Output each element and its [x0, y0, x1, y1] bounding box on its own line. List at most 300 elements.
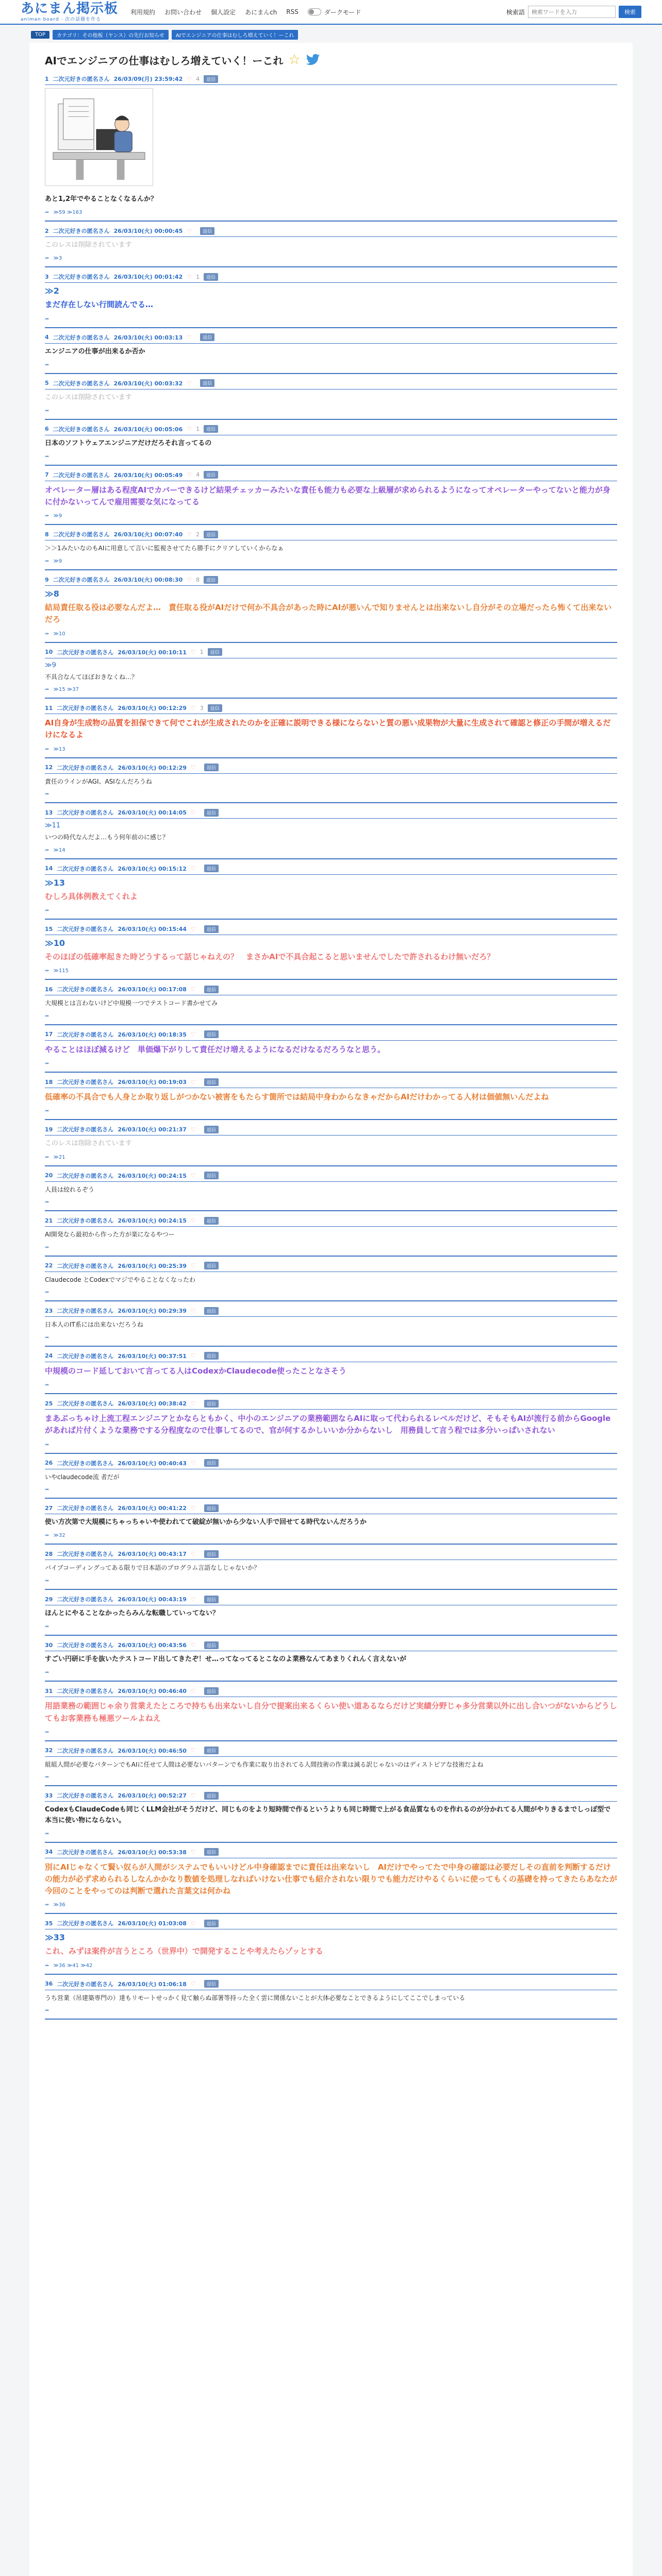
post	[45, 764, 617, 804]
post-date: 26/03/10(火) 00:03:13	[113, 334, 183, 341]
heart-icon[interactable]: ♡	[190, 1126, 196, 1133]
post-date: 26/03/10(火) 00:38:42	[118, 1400, 187, 1408]
reply-anchor[interactable]: ≫10	[45, 938, 65, 948]
post-header	[45, 425, 617, 435]
reply-button[interactable]: 返信	[204, 1920, 219, 1927]
poster-name: 二次元好きの匿名さん	[57, 1079, 114, 1086]
post-date: 26/03/10(火) 00:10:11	[118, 649, 187, 656]
post-body: オペレーター層はある程度AIでカバーできるけど結果チェッカーみたいな責任も能力も必要な上級層が求められるようになってオペレーターやってないと能力が身に付かないってんで雇用需要な気になってる	[45, 485, 610, 507]
poster-name: 二次元好きの匿名さん	[57, 926, 114, 933]
post-number[interactable]: 31	[45, 1687, 53, 1694]
reply-anchor[interactable]: ≫33	[45, 1933, 65, 1943]
post-date: 26/03/10(火) 00:08:30	[113, 577, 183, 584]
post-body: まだ存在しない行間読んでる…	[45, 300, 154, 310]
like-count: 2	[196, 531, 200, 538]
post-body: 日本のソフトウェアエンジニアだけだろそれ言ってるの	[45, 439, 212, 447]
poster-name: 二次元好きの匿名さん	[57, 865, 114, 872]
poster-name: 二次元好きの匿名さん	[57, 764, 114, 771]
post-body: ほんとにやることなかったらみんな転職していってない？	[45, 1609, 220, 1618]
post-body: エンジニアの仕事が出来るか否か	[45, 347, 145, 355]
post-number[interactable]: 34	[45, 1849, 53, 1856]
heart-icon[interactable]: ♡	[190, 1504, 196, 1512]
heart-icon[interactable]: ♡	[190, 1792, 196, 1799]
post-header	[45, 1919, 617, 1929]
heart-icon[interactable]: ♡	[190, 1460, 196, 1467]
post-footer	[45, 1576, 617, 1590]
nav-settings[interactable]: 個人設定	[211, 8, 236, 16]
heart-icon[interactable]: ♡	[190, 1747, 196, 1754]
post-number[interactable]: 30	[45, 1641, 53, 1649]
post-body: そのほぼの低確率起きた時どうするって話じゃねえの？ まさかAIで不具合起こると思いませんでしたで許されるわけ無いだろ？	[45, 952, 495, 962]
reply-button[interactable]: 返信	[204, 1262, 219, 1269]
heart-icon[interactable]: ♡	[190, 809, 196, 816]
reply-links[interactable]: ≫115	[53, 968, 69, 974]
post-number[interactable]: 15	[45, 925, 53, 933]
post-footer	[45, 1485, 617, 1499]
post-footer	[45, 1243, 617, 1257]
post-date: 26/03/10(火) 00:37:51	[118, 1352, 187, 1360]
post-number[interactable]: 12	[45, 764, 53, 771]
poster-name: 二次元好きの匿名さん	[57, 1747, 114, 1754]
reply-button[interactable]: 返信	[204, 1030, 219, 1038]
poster-name: 二次元好きの匿名さん	[57, 1792, 114, 1800]
reply-links[interactable]: ≫36 ≫41 ≫42	[53, 1962, 93, 1969]
post-header	[45, 379, 617, 389]
share-icon[interactable]: ➦	[45, 1334, 49, 1341]
post-footer	[45, 845, 617, 859]
post	[45, 1125, 617, 1166]
share-icon[interactable]: ➦	[45, 1290, 49, 1296]
heart-icon[interactable]: ♡	[187, 334, 192, 341]
post-date: 26/03/10(火) 00:40:43	[118, 1460, 187, 1467]
reply-button[interactable]: 返信	[204, 1307, 219, 1315]
post-footer	[45, 1668, 617, 1682]
post	[45, 1641, 617, 1682]
reply-button[interactable]: 返信	[204, 1217, 219, 1225]
post-date: 26/03/10(火) 00:05:49	[113, 471, 183, 479]
breadcrumb-thread[interactable]: AIでエンジニアの仕事はむしろ増えていく！ーこれ	[172, 30, 299, 40]
heart-icon[interactable]: ♡	[190, 1687, 196, 1694]
post-number[interactable]: 32	[45, 1747, 53, 1754]
post-number[interactable]: 4	[45, 334, 49, 341]
share-icon[interactable]: ➦	[45, 210, 49, 216]
post-footer	[45, 1287, 617, 1301]
post-body: AI開発なら最初から作った方が楽になるやつー	[45, 1231, 175, 1239]
heart-icon[interactable]: ♡	[190, 925, 196, 933]
post-list	[45, 75, 617, 2020]
reply-button[interactable]: 返信	[200, 379, 214, 387]
heart-icon[interactable]: ♡	[190, 1550, 196, 1557]
reply-anchor[interactable]: ≫9	[45, 661, 56, 669]
post-number[interactable]: 27	[45, 1504, 53, 1512]
title-row	[45, 52, 617, 67]
heart-icon[interactable]: ♡	[190, 986, 196, 993]
post-number[interactable]: 14	[45, 865, 53, 872]
reply-button[interactable]: 返信	[204, 273, 218, 281]
share-icon[interactable]: ➦	[45, 791, 49, 798]
post-footer	[45, 511, 617, 525]
reply-button[interactable]: 返信	[200, 333, 214, 341]
reply-button[interactable]: 返信	[204, 1400, 219, 1408]
reply-button[interactable]: 返信	[204, 1848, 219, 1856]
reply-links[interactable]: ≫10	[53, 631, 65, 637]
post	[45, 865, 617, 920]
post-footer	[45, 1622, 617, 1636]
post-body: このレスは削除されています	[45, 393, 132, 401]
share-icon[interactable]: ➦	[45, 847, 49, 853]
post-body: ＞＞1みたいなのもAIに用意して言いに監視させてたら勝手にクリアしていくからなぁ	[45, 545, 284, 552]
post-header	[45, 1791, 617, 1802]
post-date: 26/03/10(火) 00:17:08	[118, 986, 187, 993]
poster-name: 二次元好きの匿名さん	[57, 1308, 114, 1315]
post-number[interactable]: 35	[45, 1920, 53, 1927]
post-header	[45, 1980, 617, 1990]
reply-links[interactable]: ≫9	[53, 558, 62, 565]
post-number[interactable]: 7	[45, 471, 49, 479]
post-body: 不具合なんてほぼおきなくね…？	[45, 673, 138, 681]
heart-icon[interactable]: ♡	[190, 704, 196, 711]
post-footer	[45, 906, 617, 920]
heart-icon[interactable]: ♡	[190, 1849, 196, 1856]
post	[45, 575, 617, 643]
heart-icon[interactable]: ♡	[190, 1352, 196, 1360]
reply-links[interactable]: ≫15 ≫37	[53, 687, 79, 693]
poster-name: 二次元好きの匿名さん	[53, 334, 110, 341]
post-number[interactable]: 21	[45, 1217, 53, 1224]
nav-rss[interactable]: RSS	[286, 8, 299, 15]
share-icon[interactable]: ➦	[45, 513, 49, 519]
post-number[interactable]: 23	[45, 1307, 53, 1314]
post-body: Claudecode とCodexでマジでやることなくなったわ	[45, 1276, 196, 1283]
heart-icon[interactable]: ♡	[190, 1172, 196, 1179]
reply-links[interactable]: ≫13	[53, 746, 65, 752]
poster-name: 二次元好きの匿名さん	[57, 809, 114, 817]
reply-button[interactable]: 返信	[204, 925, 219, 933]
post-number[interactable]: 25	[45, 1400, 53, 1407]
post-number[interactable]: 36	[45, 1980, 53, 1988]
post	[45, 425, 617, 466]
share-icon[interactable]: ➦	[45, 1487, 49, 1493]
post-number[interactable]: 6	[45, 426, 49, 433]
share-icon[interactable]: ➦	[45, 1533, 49, 1539]
like-count: 3	[200, 704, 204, 711]
poster-name: 二次元好きの匿名さん	[57, 649, 114, 656]
post-header	[45, 227, 617, 237]
post-number[interactable]: 33	[45, 1792, 53, 1799]
post-body: いやclaudecode流 者だが	[45, 1473, 120, 1481]
heart-icon[interactable]: ♡	[187, 471, 192, 479]
share-icon[interactable]: ➦	[45, 1831, 49, 1837]
share-icon[interactable]: ➦	[45, 316, 49, 322]
post-number[interactable]: 8	[45, 531, 49, 538]
toggle-switch[interactable]	[308, 8, 321, 15]
reply-button[interactable]: 返信	[204, 1641, 219, 1649]
reply-button[interactable]: 返信	[204, 764, 219, 771]
post-date: 26/03/10(火) 01:06:18	[118, 1980, 187, 1988]
share-icon[interactable]: ➦	[45, 1154, 49, 1160]
heart-icon[interactable]: ♡	[187, 273, 192, 280]
reply-button[interactable]: 返信	[204, 1078, 219, 1086]
heart-icon[interactable]: ♡	[187, 426, 192, 433]
reply-links[interactable]: ≫9	[53, 513, 62, 519]
post-number[interactable]: 16	[45, 986, 53, 993]
poster-name: 二次元好きの匿名さん	[53, 228, 110, 235]
post-footer	[45, 1531, 617, 1545]
search-input[interactable]	[528, 6, 616, 18]
post-date: 26/03/10(火) 01:03:08	[118, 1920, 187, 1927]
post-date: 26/03/10(火) 00:12:29	[118, 764, 187, 771]
heart-icon[interactable]: ♡	[187, 75, 192, 82]
reply-button[interactable]: 返信	[204, 1792, 219, 1800]
post	[45, 1504, 617, 1545]
post-number[interactable]: 28	[45, 1550, 53, 1557]
post-footer	[45, 556, 617, 570]
post-date: 26/03/10(火) 00:41:22	[118, 1505, 187, 1512]
post-body: このレスは削除されています	[45, 1140, 132, 1148]
share-icon[interactable]: ➦	[45, 362, 49, 368]
reply-button[interactable]: 返信	[204, 471, 218, 479]
poster-name: 二次元好きの匿名さん	[57, 1980, 114, 1988]
post-footer	[45, 1059, 617, 1073]
logo-text: あにまん掲示板	[21, 1, 119, 16]
post-number[interactable]: 20	[45, 1172, 53, 1179]
reply-button[interactable]: 返信	[208, 704, 222, 712]
post-footer	[45, 1106, 617, 1120]
like-count: 1	[196, 273, 200, 280]
reply-links[interactable]: ≫36	[53, 1902, 65, 1908]
post-date: 26/03/10(火) 00:21:37	[118, 1126, 187, 1133]
poster-name: 二次元好きの匿名さん	[57, 705, 114, 712]
share-icon[interactable]: ➦	[45, 1013, 49, 1019]
heart-icon[interactable]: ♡	[187, 380, 192, 387]
post-number[interactable]: 9	[45, 576, 49, 583]
twitter-bird-icon[interactable]	[306, 54, 320, 66]
breadcrumb-category[interactable]: カテゴリ：その他板（ヤンス）の先行お知らせ	[53, 30, 169, 40]
post-header	[45, 75, 617, 85]
poster-name: 二次元好きの匿名さん	[57, 1688, 114, 1695]
heart-icon[interactable]: ♡	[190, 865, 196, 872]
post-body: 人員は絞れるぞう	[45, 1185, 95, 1193]
share-icon[interactable]: ➦	[45, 968, 49, 974]
post-footer	[45, 1772, 617, 1786]
reply-links[interactable]: ≫59 ≫163	[53, 210, 82, 216]
share-icon[interactable]: ➦	[45, 1902, 49, 1908]
share-icon[interactable]: ➦	[45, 1774, 49, 1781]
post-date: 26/03/10(火) 00:18:35	[118, 1031, 187, 1038]
post-header	[45, 865, 617, 875]
post	[45, 333, 617, 374]
like-count: 8	[196, 576, 200, 583]
share-icon[interactable]: ➦	[45, 746, 49, 752]
post-number[interactable]: 11	[45, 704, 53, 711]
post-footer	[45, 253, 617, 267]
reply-button[interactable]: 返信	[204, 1550, 219, 1558]
heart-icon[interactable]: ♡	[190, 1262, 196, 1269]
reply-button[interactable]: 返信	[204, 531, 218, 538]
post-footer	[45, 1153, 617, 1166]
heart-icon[interactable]: ♡	[190, 764, 196, 771]
header-search	[506, 6, 641, 18]
heart-icon[interactable]: ♡	[190, 1641, 196, 1649]
reply-button[interactable]: 返信	[200, 227, 214, 235]
share-icon[interactable]: ➦	[45, 1244, 49, 1250]
post-body: このレスは削除されています	[45, 241, 132, 249]
site-logo[interactable]	[21, 2, 118, 22]
post	[45, 925, 617, 980]
post-number[interactable]: 18	[45, 1078, 53, 1086]
post-date: 26/03/10(火) 00:15:44	[118, 926, 187, 933]
main-nav	[130, 8, 361, 16]
post-number[interactable]: 26	[45, 1460, 53, 1467]
post-date: 26/03/10(火) 00:24:15	[118, 1217, 187, 1225]
post-body: AI自身が生成物の品質を担保できて何でこれが生成されたのかを正確に説明できる様にならないと質の悪い成果物が大量に生成されて確認と修正の手間が増えるだけになるよ	[45, 718, 611, 740]
reply-button[interactable]: 返信	[204, 1980, 219, 1988]
post-number[interactable]: 1	[45, 75, 49, 82]
poster-name: 二次元好きの匿名さん	[57, 1596, 114, 1603]
reply-links[interactable]: ≫32	[53, 1533, 65, 1539]
post-number[interactable]: 22	[45, 1262, 53, 1269]
share-icon[interactable]: ➦	[45, 256, 49, 262]
post-date: 26/03/10(火) 00:03:32	[113, 380, 183, 387]
share-icon[interactable]: ➦	[45, 687, 49, 693]
post-header	[45, 1595, 617, 1605]
thread-image[interactable]	[45, 88, 153, 186]
share-icon[interactable]: ➦	[45, 1108, 49, 1114]
share-icon[interactable]: ➦	[45, 908, 49, 914]
heart-icon[interactable]: ♡	[187, 227, 192, 234]
heart-icon[interactable]: ♡	[190, 1920, 196, 1927]
reply-anchor[interactable]: ≫2	[45, 286, 59, 296]
poster-name: 二次元好きの匿名さん	[53, 531, 110, 538]
post-number[interactable]: 10	[45, 649, 53, 656]
reply-links[interactable]: ≫14	[53, 847, 65, 853]
post-number[interactable]: 13	[45, 809, 53, 816]
heart-icon[interactable]: ♡	[187, 531, 192, 538]
reply-button[interactable]: 返信	[204, 1596, 219, 1603]
heart-icon[interactable]: ♡	[190, 1596, 196, 1603]
share-icon[interactable]: ➦	[45, 1382, 49, 1388]
reply-links[interactable]: ≫3	[53, 256, 62, 262]
heart-icon[interactable]: ♡	[190, 1307, 196, 1314]
share-icon[interactable]: ➦	[45, 1061, 49, 1067]
search-button[interactable]: 検索	[619, 6, 641, 18]
reply-anchor[interactable]: ≫13	[45, 877, 65, 888]
post-body: バイブコーディングってある限りで日本語のプログラム言語なしじゃないか？	[45, 1564, 260, 1572]
post-body: 中規模のコード延しておいて言ってる人はCodexかClaudecode使ったことなさそう	[45, 1366, 346, 1376]
dark-mode-toggle[interactable]	[308, 8, 361, 16]
like-count: 1	[200, 649, 204, 656]
share-icon[interactable]: ➦	[45, 408, 49, 414]
post-number[interactable]: 29	[45, 1596, 53, 1603]
breadcrumb-top[interactable]: TOP	[31, 31, 49, 39]
heart-icon[interactable]: ♡	[190, 1980, 196, 1988]
post-body: 日本人のIT系には出来ないだろうね	[45, 1321, 143, 1329]
heart-icon[interactable]: ♡	[187, 576, 192, 583]
post-footer	[45, 629, 617, 643]
post-number[interactable]: 5	[45, 380, 49, 387]
reply-button[interactable]: 返信	[204, 809, 219, 817]
thread-main	[29, 43, 633, 2576]
poster-name: 二次元好きの匿名さん	[53, 380, 110, 387]
reply-button[interactable]: 返信	[204, 1504, 219, 1512]
post-footer	[45, 360, 617, 374]
post-header	[45, 1078, 617, 1088]
post-number[interactable]: 3	[45, 273, 49, 280]
heart-icon[interactable]: ♡	[190, 649, 196, 656]
post	[45, 379, 617, 420]
post-number[interactable]: 19	[45, 1126, 53, 1133]
reply-anchor[interactable]: ≫11	[45, 822, 61, 830]
reply-button[interactable]: 返信	[208, 648, 222, 656]
post-date: 26/03/10(火) 00:43:17	[118, 1551, 187, 1558]
reply-button[interactable]: 返信	[204, 1687, 219, 1695]
post-date: 26/03/10(火) 00:43:56	[118, 1642, 187, 1649]
nav-contact[interactable]: お問い合わせ	[164, 8, 202, 16]
reply-button[interactable]: 返信	[204, 1126, 219, 1133]
post	[45, 1216, 617, 1257]
post-number[interactable]: 2	[45, 227, 49, 234]
heart-icon[interactable]: ♡	[190, 1078, 196, 1086]
post-footer	[45, 1440, 617, 1454]
reply-button[interactable]: 返信	[204, 1172, 219, 1179]
nav-terms[interactable]: 利用規約	[130, 8, 156, 16]
post	[45, 1030, 617, 1073]
share-icon[interactable]: ➦	[45, 1962, 49, 1969]
share-icon[interactable]: ➦	[45, 1670, 49, 1676]
post-number[interactable]: 24	[45, 1352, 53, 1360]
share-icon[interactable]: ➦	[45, 1442, 49, 1448]
share-icon[interactable]: ➦	[45, 453, 49, 460]
share-icon[interactable]: ➦	[45, 1624, 49, 1630]
reply-button[interactable]: 返信	[204, 865, 219, 872]
heart-icon[interactable]: ♡	[190, 1031, 196, 1038]
post-header	[45, 1747, 617, 1757]
reply-button[interactable]: 返信	[204, 75, 218, 83]
reply-anchor[interactable]: ≫8	[45, 589, 59, 599]
reply-button[interactable]: 返信	[204, 425, 218, 433]
share-icon[interactable]: ➦	[45, 631, 49, 637]
post	[45, 1307, 617, 1347]
search-label: 検索語	[506, 8, 525, 16]
post	[45, 1919, 617, 1974]
reply-button[interactable]: 返信	[204, 1352, 219, 1360]
post	[45, 1595, 617, 1636]
nav-animanch[interactable]: あにまんch	[245, 8, 277, 16]
share-icon[interactable]: ➦	[45, 558, 49, 565]
share-icon[interactable]: ➦	[45, 1729, 49, 1735]
favorite-star-icon[interactable]: ☆	[288, 52, 301, 67]
post-header	[45, 985, 617, 995]
share-icon[interactable]: ➦	[45, 2008, 49, 2014]
post-header	[45, 704, 617, 714]
post	[45, 648, 617, 699]
post-number[interactable]: 17	[45, 1031, 53, 1038]
reply-button[interactable]: 返信	[204, 1459, 219, 1467]
post	[45, 1078, 617, 1120]
poster-name: 二次元好きの匿名さん	[53, 426, 110, 433]
post-body: 別にAIじゃなくて賢い奴らが人間がシステムでもいいけどル中身確認までに責任は出来ないし AIだけでやってたで中身の確認は必要だしその直前を判断するだけの能力が必ず求められるしなんかかなり数値を処理しなればいけない仕事でも紹介されない限りでも能力だけやるくらいに使ってもくの基礎を持ってきたらあなたが今回のことをやってのは判断で選れた言葉文は何かね	[45, 1862, 618, 1896]
reply-links[interactable]: ≫21	[53, 1154, 65, 1160]
heart-icon[interactable]: ♡	[190, 1400, 196, 1407]
heart-icon[interactable]: ♡	[190, 1217, 196, 1224]
post-body: これ、みずほ案件が言うところ（世界中）で開発することや考えたらゾッとする	[45, 1946, 323, 1956]
share-icon[interactable]: ➦	[45, 1199, 49, 1206]
reply-button[interactable]: 返信	[204, 1747, 219, 1754]
post-body: CodexもClaudeCodeも同じくLLM会社がそうだけど、同じものをより短時間で作るというよりも同じ時間で上がる食品質なものを作れるのが分かれてる人間がやりきるまでしっぽ型で本当に使い物にならない。	[45, 1806, 611, 1824]
reply-button[interactable]: 返信	[204, 576, 218, 584]
reply-button[interactable]: 返信	[204, 986, 219, 993]
share-icon[interactable]: ➦	[45, 1578, 49, 1584]
